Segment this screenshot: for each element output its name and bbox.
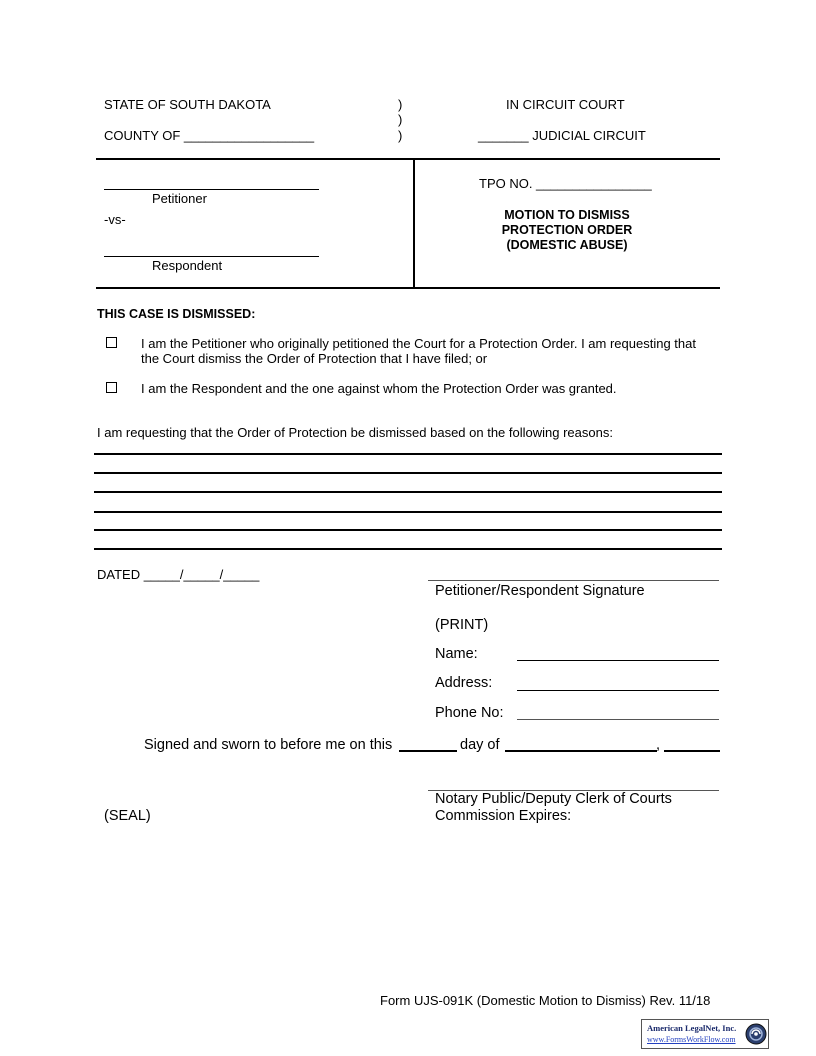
print-label: (PRINT) [435, 617, 489, 633]
sworn-year-line[interactable] [664, 750, 720, 752]
caption-paren: ) [398, 112, 403, 127]
sworn-prefix: Signed and sworn to before me on this [144, 737, 393, 753]
sworn-day-of: day of [460, 737, 500, 753]
respondent-label: Respondent [152, 258, 223, 273]
tpo-number: TPO NO. ________________ [479, 176, 652, 191]
caption-bottom-rule [96, 287, 720, 289]
respondent-checkbox[interactable] [106, 382, 117, 393]
seal-label: (SEAL) [104, 808, 151, 824]
caption-top-rule [96, 158, 720, 160]
petitioner-option-line1: I am the Petitioner who originally petitioned the Court for a Protection Order. I am requesting that [141, 336, 696, 351]
reason-line[interactable] [94, 472, 722, 474]
petitioner-label: Petitioner [152, 191, 207, 206]
respondent-name-line[interactable] [104, 256, 319, 257]
signature-line[interactable] [428, 580, 719, 581]
form-title-line2: PROTECTION ORDER [501, 223, 633, 237]
logo-url: www.FormsWorkFlow.com [647, 1035, 736, 1044]
name-label: Name: [435, 646, 478, 662]
caption-paren: ) [398, 128, 403, 143]
publisher-logo[interactable] [641, 1019, 769, 1049]
logo-company: American LegalNet, Inc. [647, 1023, 737, 1033]
petitioner-name-line[interactable] [104, 189, 319, 190]
dismissal-heading: THIS CASE IS DISMISSED: [97, 307, 256, 321]
signature-label: Petitioner/Respondent Signature [435, 583, 645, 599]
notary-label: Notary Public/Deputy Clerk of Courts [435, 791, 672, 807]
reason-line[interactable] [94, 548, 722, 550]
reason-line[interactable] [94, 491, 722, 493]
commission-label: Commission Expires: [435, 808, 572, 824]
address-label: Address: [435, 675, 493, 691]
phone-line[interactable] [517, 719, 719, 720]
petitioner-option-line2: the Court dismiss the Order of Protection that I have filed; or [141, 351, 488, 366]
sworn-day-line[interactable] [399, 750, 457, 752]
sworn-comma: , [656, 737, 661, 753]
address-line[interactable] [517, 690, 719, 691]
reasons-intro: I am requesting that the Order of Protection be dismissed based on the following reasons: [97, 425, 613, 440]
dated-field: DATED _____/_____/_____ [97, 567, 260, 582]
reason-line[interactable] [94, 453, 722, 455]
name-line[interactable] [517, 660, 719, 661]
versus-label: -vs- [104, 212, 126, 227]
sworn-month-line[interactable] [505, 750, 657, 752]
workflow-globe-icon [745, 1022, 767, 1046]
reason-line[interactable] [94, 511, 722, 513]
form-title-line1: MOTION TO DISMISS [504, 208, 630, 222]
reason-line[interactable] [94, 529, 722, 531]
state-label: STATE OF SOUTH DAKOTA [104, 97, 271, 112]
court-label: IN CIRCUIT COURT [506, 97, 625, 112]
form-title-line3: (DOMESTIC ABUSE) [506, 238, 628, 252]
caption-divider [413, 158, 415, 289]
form-id: Form UJS-091K (Domestic Motion to Dismiss) Rev. 11/18 [380, 993, 711, 1008]
respondent-option: I am the Respondent and the one against whom the Protection Order was granted. [141, 381, 617, 396]
phone-label: Phone No: [435, 705, 504, 721]
caption-paren: ) [398, 97, 403, 112]
circuit-label: _______ JUDICIAL CIRCUIT [478, 128, 646, 143]
petitioner-checkbox[interactable] [106, 337, 117, 348]
county-label: COUNTY OF __________________ [104, 128, 315, 143]
